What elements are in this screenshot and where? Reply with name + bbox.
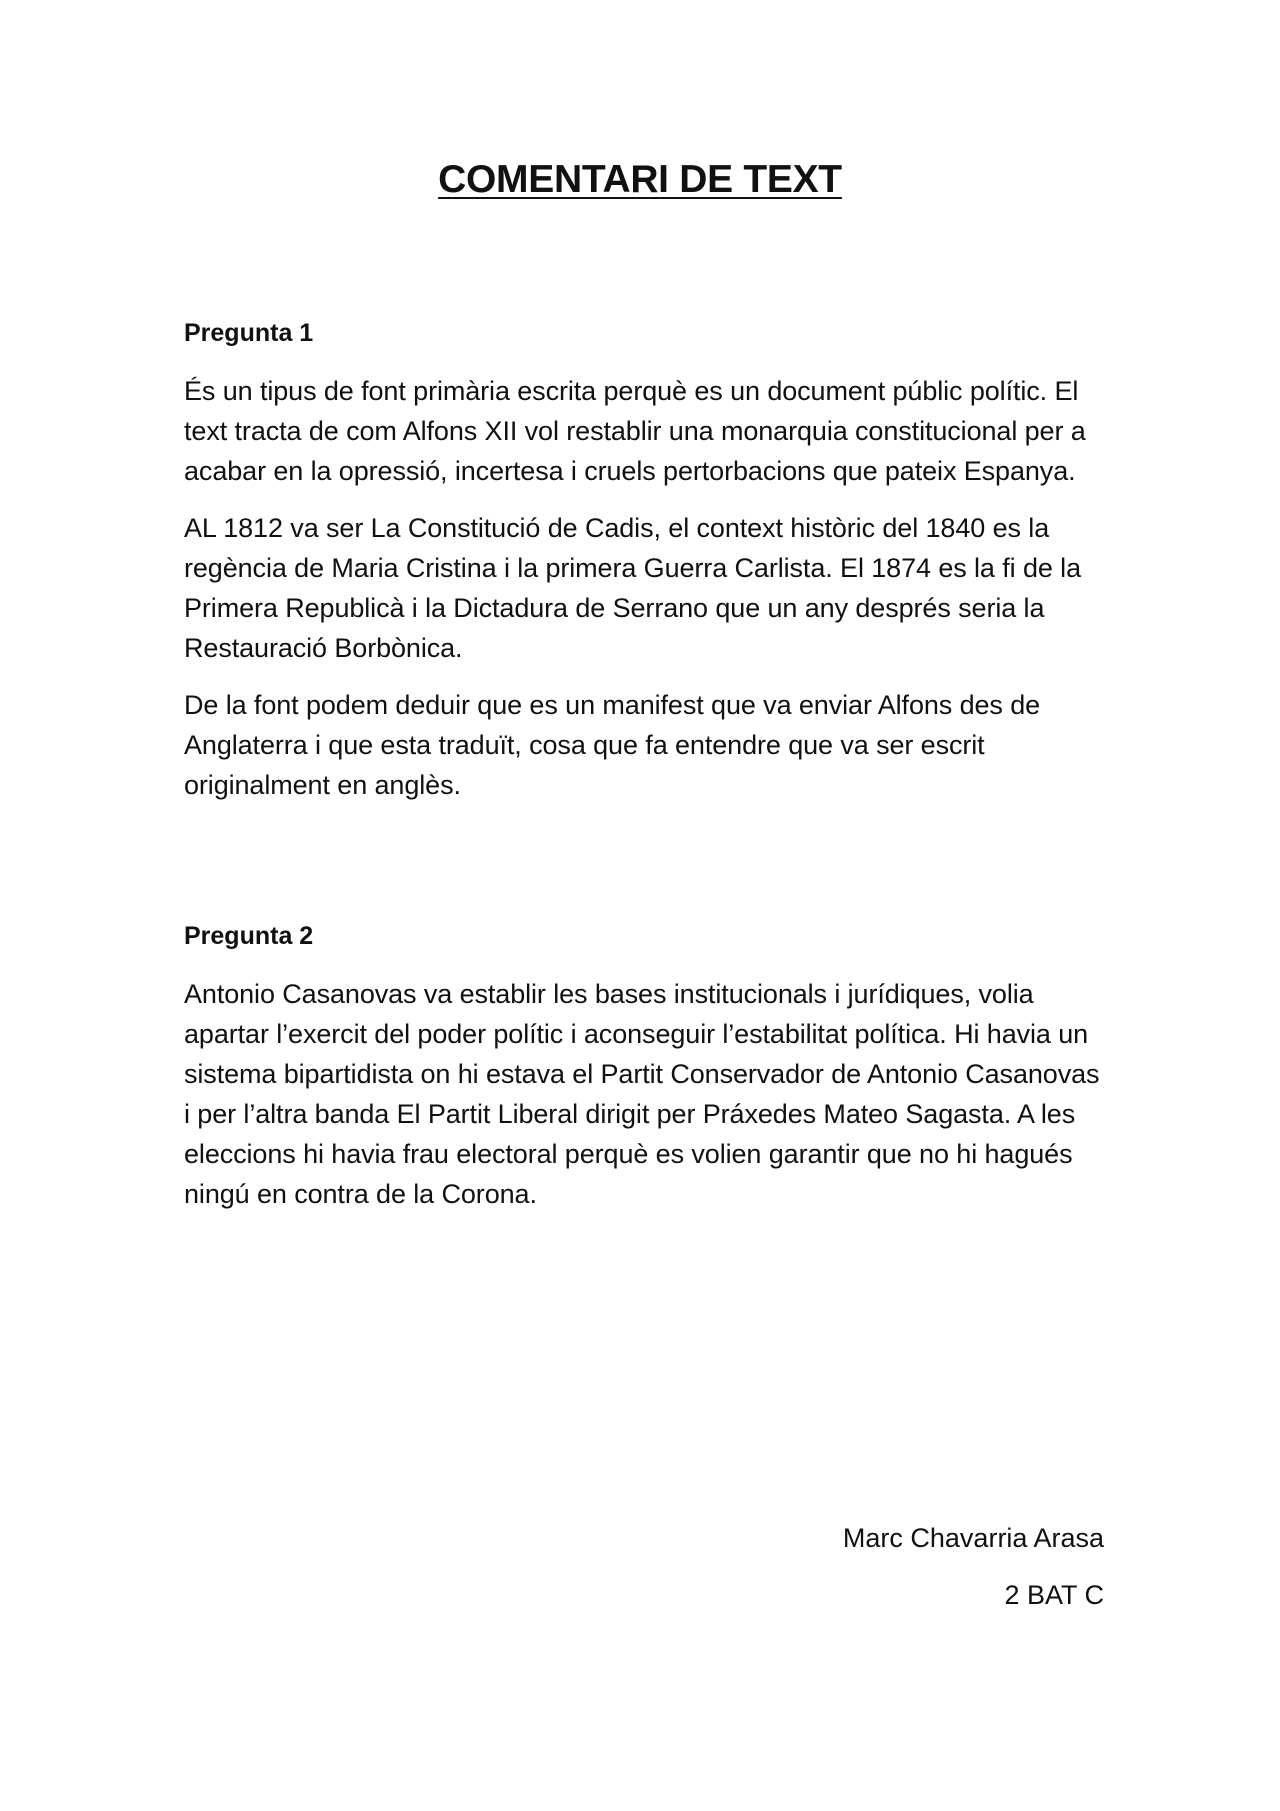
author-name: Marc Chavarria Arasa: [842, 1523, 1104, 1553]
document-title: COMENTARI DE TEXT: [438, 158, 842, 201]
paragraph: AL 1812 va ser La Constitució de Cadis, el context històric del 1840 es la regència de Maria Cristina i la primera Guerra Carlista. El 1874 es la fi de la Primera Republicà i la Dictadura de Serrano que un any després seria la Restauració Borbònica.: [184, 513, 1081, 663]
signature-block: [843, 1518, 1104, 1632]
section-heading: Pregunta 2: [184, 922, 314, 950]
paragraph: És un tipus de font primària escrita perquè es un document públic polític. El text tracta de com Alfons XII vol restablir una monarquia constitucional per a acabar en la opressió, incertesa i cruels pertorbacions que pateix Espanya.: [184, 376, 1086, 486]
paragraph: De la font podem deduir que es un manifest que va enviar Alfons des de Anglaterra i que esta traduït, cosa que fa entendre que va ser escrit originalment en anglès.: [184, 690, 1041, 800]
class-label: 2 BAT C: [1004, 1580, 1104, 1610]
paragraph: Antonio Casanovas va establir les bases institucionals i jurídiques, volia apartar l’exercit del poder polític i aconseguir l’estabilitat política. Hi havia un sistema bipartidista on hi estava el Partit Conservador de Antonio Casanovas i per l’altra banda El Partit Liberal dirigit per Práxedes Mateo Sagasta. A les eleccions hi havia frau electoral perquè es volien garantir que no hi hagués ningú en contra de la Corona.: [184, 979, 1100, 1209]
section-heading: Pregunta 1: [184, 319, 314, 347]
section-pregunta-2: [184, 917, 1104, 1231]
section-pregunta-1: [184, 314, 1104, 822]
